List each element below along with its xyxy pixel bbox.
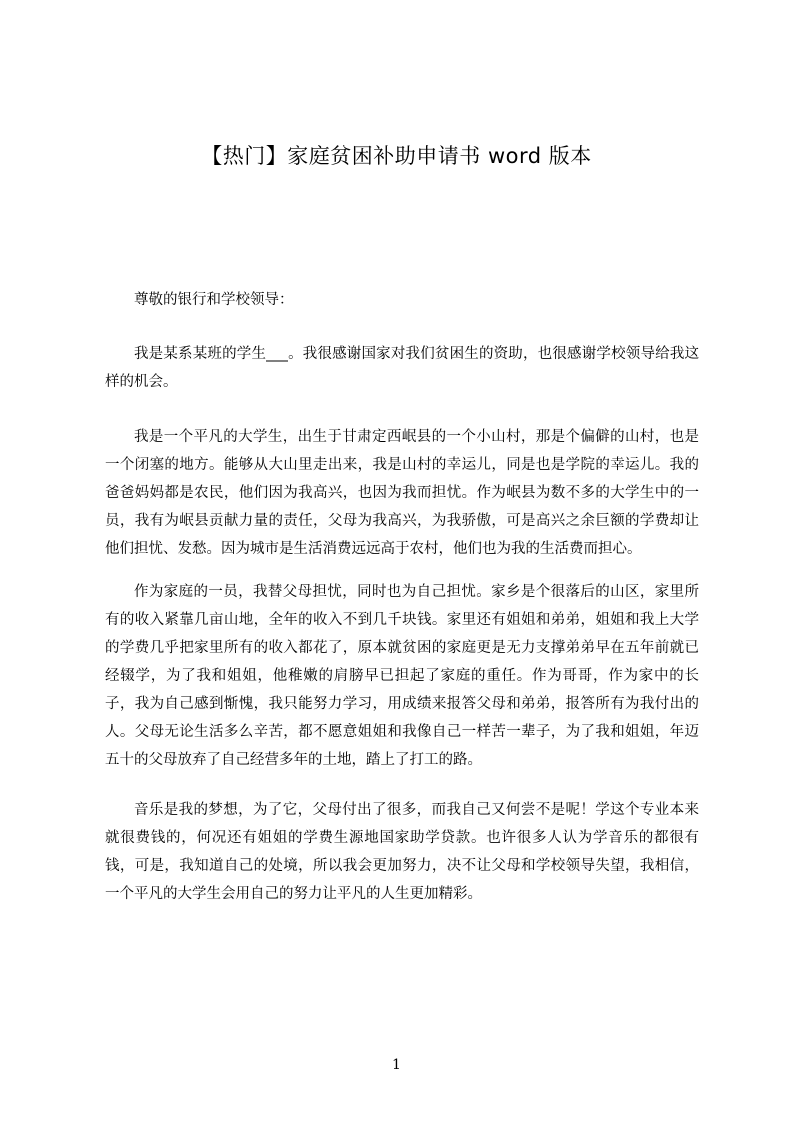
paragraph-1 xyxy=(105,340,699,396)
paragraph-1-text: 我是某系某班的学生___。我很感谢国家对我们贫困生的资助，也很感谢学校领导给我这样的机会。 xyxy=(105,346,699,390)
paragraph-2 xyxy=(105,423,699,563)
salutation xyxy=(105,286,699,314)
paragraph-4 xyxy=(105,796,699,908)
paragraph-2-text: 我是一个平凡的大学生，出生于甘肃定西岷县的一个小山村，那是个偏僻的山村，也是一个闭塞的地方。能够从大山里走出来，我是山村的幸运儿，同是也是学院的幸运儿。我的爸爸妈妈都是农民，他们因为我高兴，也因为我而担忧。作为岷县为数不多的大学生中的一员，我有为岷县贡献力量的责任，父母为我高兴，为我骄傲，可是高兴之余巨额的学费却让他们担忧、发愁。因为城市是生活消费远远高于农村，他们也为我的生活费而担心。 xyxy=(105,429,699,557)
paragraph-4-text: 音乐是我的梦想，为了它，父母付出了很多，而我自己又何尝不是呢！学这个专业本来就很费钱的，何况还有姐姐的学费生源地国家助学贷款。也许很多人认为学音乐的都很有钱，可是，我知道自己的处境，所以我会更加努力，决不让父母和学校领导失望，我相信，一个平凡的大学生会用自己的努力让平凡的人生更加精彩。 xyxy=(105,802,699,902)
document-title: 【热门】家庭贫困补助申请书 word 版本 xyxy=(201,144,592,168)
salutation-text: 尊敬的银行和学校领导： xyxy=(134,292,294,308)
page-number: 1 xyxy=(392,1057,401,1073)
paragraph-3 xyxy=(105,578,699,774)
paragraph-3-text: 作为家庭的一员，我替父母担忧，同时也为自己担忧。家乡是个很落后的山区，家里所有的收入紧靠几亩山地，全年的收入不到几千块钱。家里还有姐姐和弟弟，姐姐和我上大学的学费几乎把家里所有的收入都花了，原本就贫困的家庭更是无力支撑弟弟早在五年前就已经辍学，为了我和姐姐，他稚嫩的肩膀早已担起了家庭的重任。作为哥哥，作为家中的长子，我为自己感到惭愧，我只能努力学习，用成绩来报答父母和弟弟，报答所有为我付出的人。父母无论生活多么辛苦，都不愿意姐姐和我像自己一样苦一辈子，为了我和姐姐，年迈五十的父母放弃了自己经营多年的土地，踏上了打工的路。 xyxy=(105,584,699,768)
